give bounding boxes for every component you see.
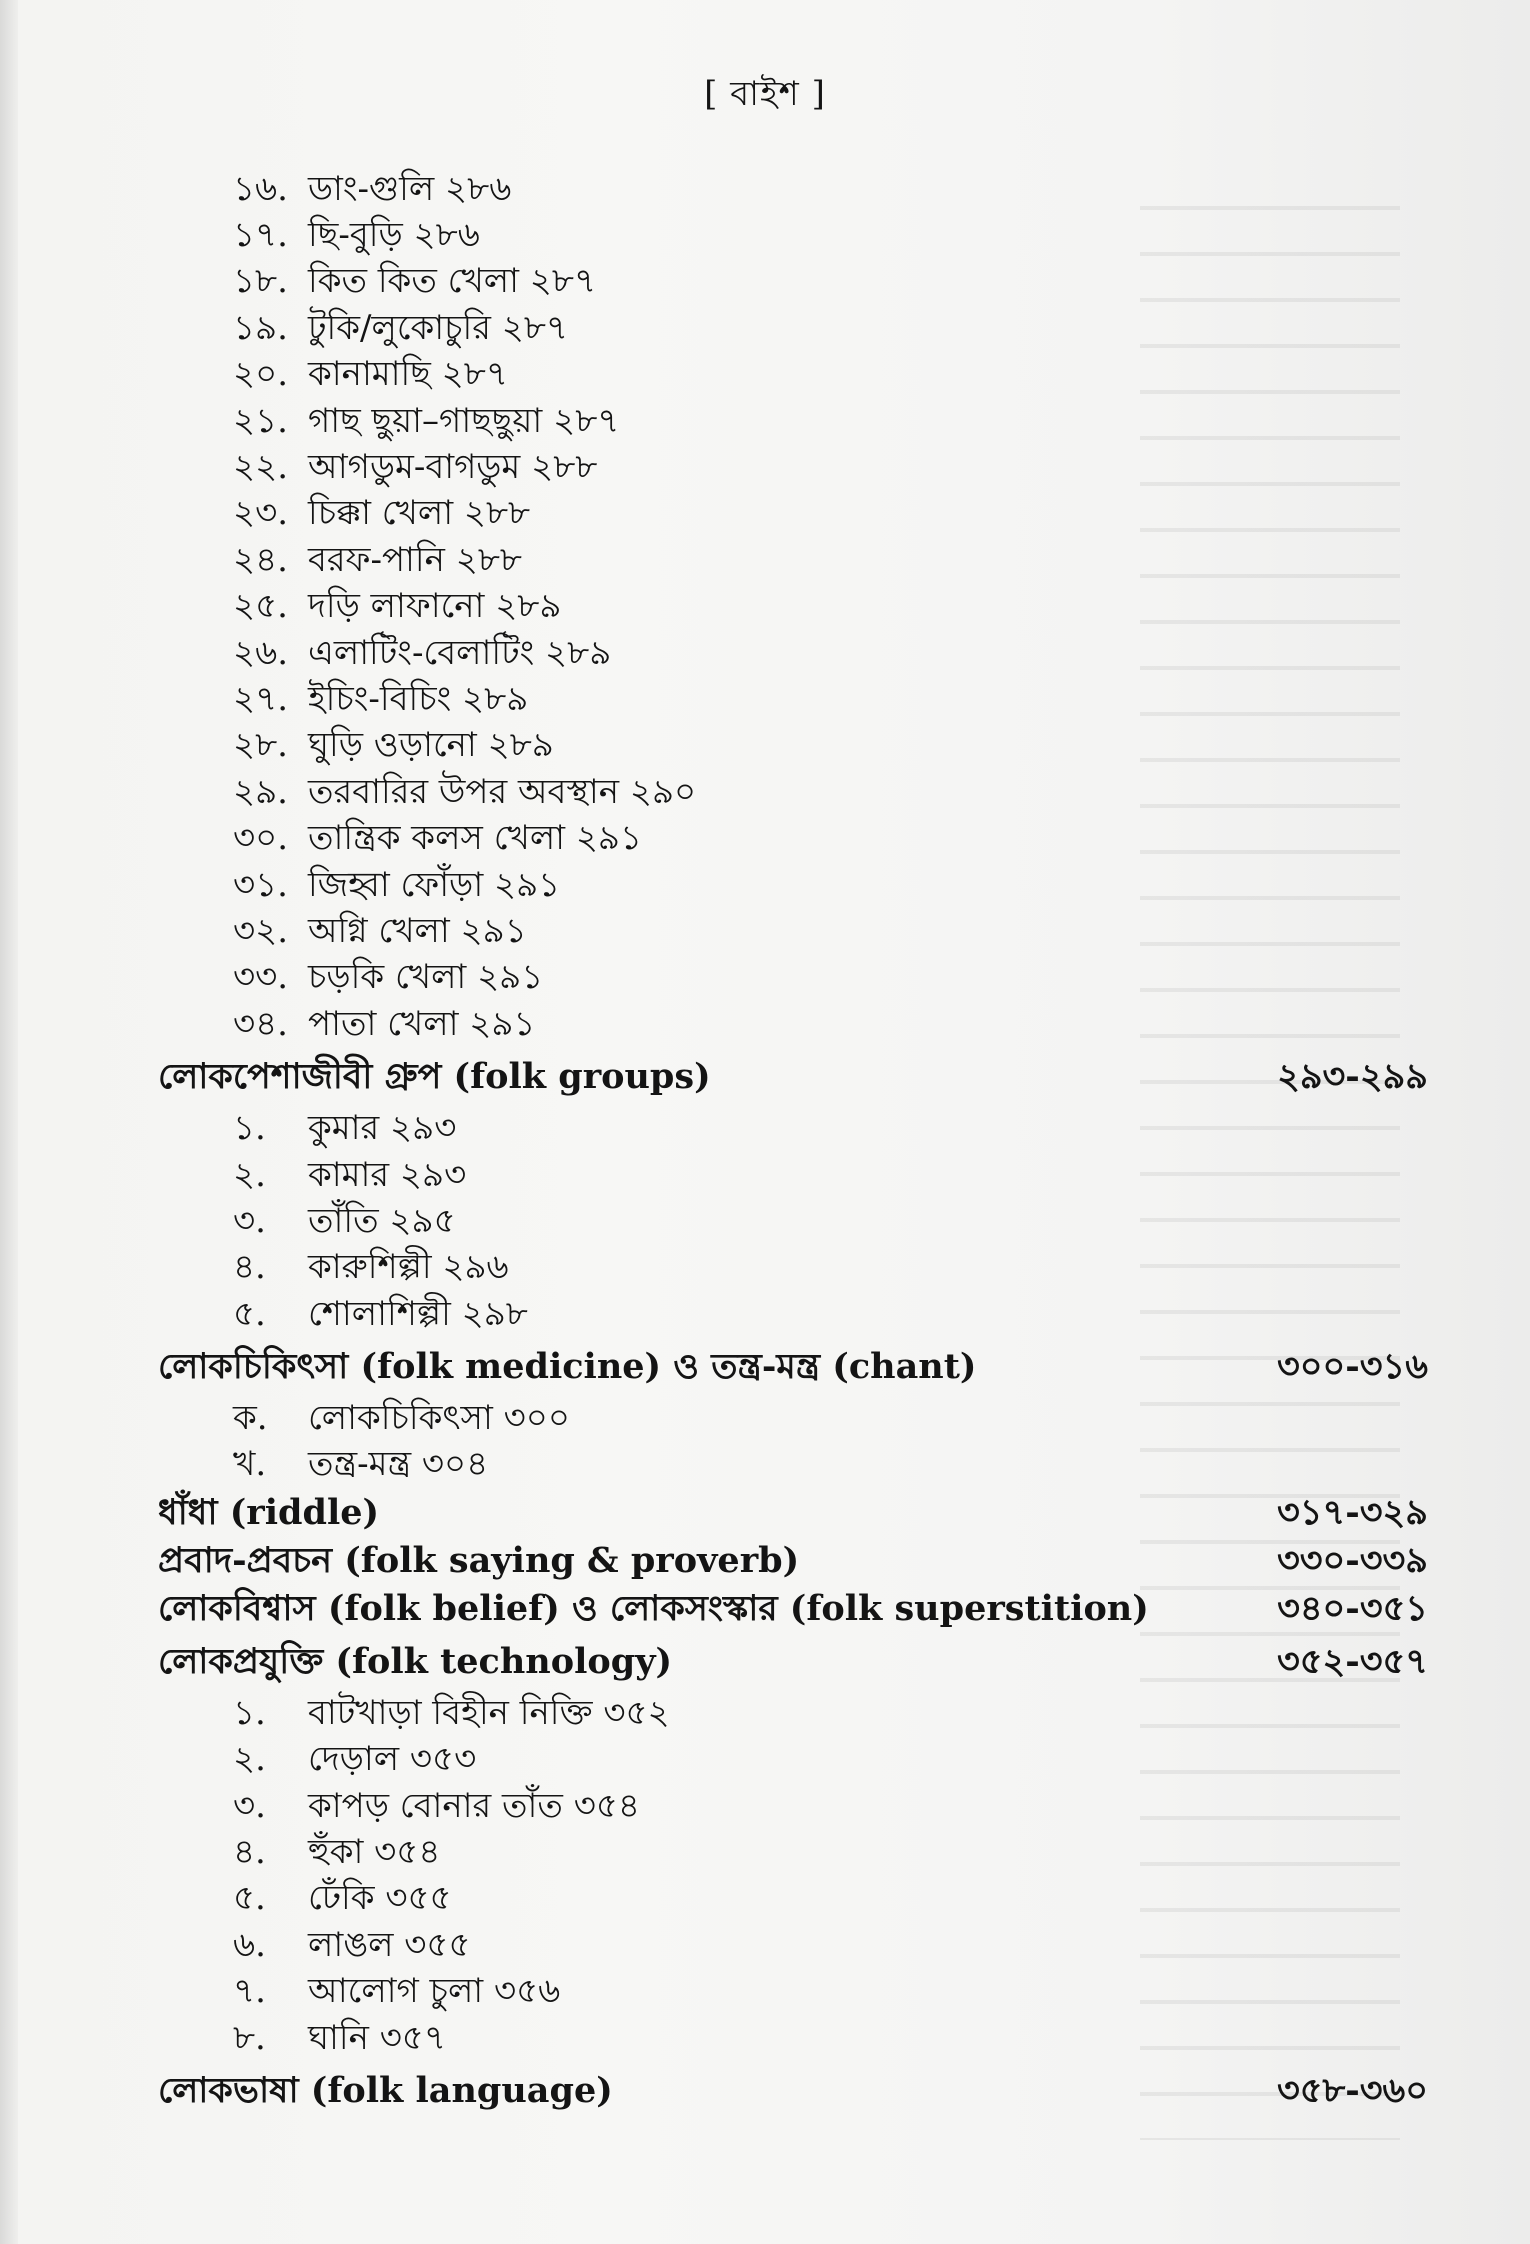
item-text: কুমার ২৯৩ [308,1108,457,1149]
item-text: চিক্কা খেলা ২৮৮ [308,493,531,534]
item-text: তন্ত্র-মন্ত্র ৩০৪ [308,1444,489,1485]
toc-item [158,493,1428,539]
toc-item [158,1003,1428,1049]
item-number: ৩০. [233,818,289,859]
item-text: লাঙল ৩৫৫ [308,1924,471,1965]
toc-item [158,400,1428,446]
item-text: অগ্নি খেলা ২৯১ [308,910,527,951]
toc-section [158,1634,1428,1692]
toc-section [158,1490,1428,1538]
toc-item [158,1924,1428,1970]
toc-item [158,354,1428,400]
toc-item [158,539,1428,585]
toc-item [158,1154,1428,1200]
item-number: ১৯. [233,307,288,348]
item-number: ১৬. [233,168,288,209]
toc-item [158,1785,1428,1831]
item-number: ১৭. [233,215,288,256]
item-number: ১৮. [233,261,288,302]
toc-item [158,586,1428,632]
item-number: ৫. [233,1293,266,1334]
toc-item [158,957,1428,1003]
item-text: কাপড় বোনার তাঁত ৩৫৪ [308,1785,640,1826]
section-title: লোকবিশ্বাস (folk belief) ও লোকসংস্কার (folk superstition) [158,1587,1149,1629]
item-number: ৩১. [233,864,288,905]
item-number: ২৫. [233,586,288,627]
item-text: জিহ্বা ফোঁড়া ২৯১ [308,864,561,905]
toc-item [158,1397,1428,1443]
item-number: ৫. [233,1878,266,1919]
item-number: ক. [233,1398,268,1439]
item-text: দেড়াল ৩৫৩ [308,1739,477,1780]
item-text: কামার ২৯৩ [308,1154,467,1195]
section-title: প্রবাদ-প্রবচন (folk saying & proverb) [158,1539,800,1581]
item-text: ঢেঁকি ৩৫৫ [308,1878,452,1919]
item-number: খ. [233,1444,267,1485]
toc-item [158,910,1428,956]
item-number: ১. [233,1692,266,1733]
item-number: ২৩. [233,493,289,534]
item-number: ৪. [233,1247,266,1288]
section-page-range: ৩০০-৩১৬ [1276,1345,1428,1387]
toc-item [158,1444,1428,1490]
item-text: দড়ি লাফানো ২৮৯ [308,586,562,627]
item-number: ৪. [233,1832,266,1873]
item-number: ২২. [233,447,289,488]
item-text: তাঁতি ২৯৫ [308,1200,456,1241]
item-text: কানামাছি ২৮৭ [308,354,508,395]
page-gutter-shadow [0,0,18,2244]
item-number: ৩২. [233,910,289,951]
section-page-range: ৩৪০-৩৫১ [1277,1587,1428,1629]
item-number: ২১. [233,400,288,441]
toc-item [158,771,1428,817]
toc-item [158,1971,1428,2017]
toc-item [158,1293,1428,1339]
item-text: বাটখাড়া বিহীন নিক্তি ৩৫২ [308,1692,670,1733]
item-number: ২৪. [233,539,288,580]
toc-item [158,1878,1428,1924]
toc-item [158,632,1428,678]
item-text: আগডুম-বাগডুম ২৮৮ [308,447,598,488]
item-text: তরবারির উপর অবস্থান ২৯০ [308,771,697,812]
item-number: ২০. [233,354,289,395]
item-number: ২. [233,1154,266,1195]
page-header: [ বাইশ ] [704,74,826,114]
toc-item [158,1200,1428,1246]
section-title: লোকপেশাজীবী গ্রুপ (folk groups) [158,1055,711,1097]
toc-section [158,1586,1428,1634]
item-text: হুঁকা ৩৫৪ [308,1832,441,1873]
toc-item [158,725,1428,771]
item-text: বরফ-পানি ২৮৮ [308,539,522,580]
toc-item [158,261,1428,307]
item-number: ৩৩. [233,957,289,998]
section-title: লোকভাষা (folk language) [158,2069,613,2111]
toc-item [158,678,1428,724]
item-number: ৩. [233,1785,266,1826]
item-text: ছি-বুড়ি ২৮৬ [308,215,480,256]
item-number: ১. [233,1108,266,1149]
item-number: ২৬. [233,632,289,673]
item-text: গাছ ছুয়া–গাছছুয়া ২৮৭ [308,400,620,441]
section-title: লোকচিকিৎসা (folk medicine) ও তন্ত্র-মন্ত্র (chant) [158,1345,977,1387]
item-text: লোকচিকিৎসা ৩০০ [308,1398,570,1439]
toc-section [158,2063,1428,2121]
item-text: কারুশিল্পী ২৯৬ [308,1247,509,1288]
toc-item [158,1247,1428,1293]
item-text: তান্ত্রিক কলস খেলা ২৯১ [308,818,643,859]
toc-item [158,1831,1428,1877]
item-text: কিত কিত খেলা ২৮৭ [308,261,597,302]
item-number: ৬. [233,1924,266,1965]
section-title: ধাঁধা (riddle) [158,1491,380,1533]
section-page-range: ২৯৩-২৯৯ [1277,1055,1428,1097]
toc-item [158,817,1428,863]
toc-section [158,1049,1428,1107]
item-text: টুকি/লুকোচুরি ২৮৭ [308,307,568,348]
item-number: ২৭. [233,679,289,719]
toc-item [158,1739,1428,1785]
section-page-range: ৩৫৮-৩৬০ [1277,2069,1428,2111]
toc-item [158,168,1428,214]
item-text: ঘানি ৩৫৭ [308,2017,446,2058]
item-text: ঘুড়ি ওড়ানো ২৮৯ [308,725,554,766]
table-of-contents [158,168,1428,2121]
item-text: ইচিং-বিচিং ২৮৯ [308,679,529,719]
toc-item [158,864,1428,910]
item-text: শোলাশিল্পী ২৯৮ [308,1293,528,1334]
item-number: ৩৪. [233,1003,288,1044]
section-page-range: ৩৩০-৩৩৯ [1276,1539,1428,1581]
item-text: পাতা খেলা ২৯১ [308,1003,536,1044]
item-text: এলাটিং-বেলাটিং ২৮৯ [308,632,612,673]
section-page-range: ৩১৭-৩২৯ [1277,1491,1428,1533]
toc-item [158,307,1428,353]
toc-section [158,1538,1428,1586]
section-page-range: ৩৫২-৩৫৭ [1277,1640,1428,1682]
toc-item [158,1107,1428,1153]
item-number: ২৮. [233,725,288,766]
item-text: চড়কি খেলা ২৯১ [308,957,544,998]
item-number: ৩. [233,1200,266,1241]
item-text: আলোগ চুলা ৩৫৬ [308,1971,561,2012]
item-number: ৮. [233,2017,266,2058]
toc-item [158,2017,1428,2063]
item-number: ২৯. [233,771,288,812]
toc-item [158,446,1428,492]
item-number: ৭. [233,1971,266,2012]
toc-item [158,1692,1428,1738]
toc-section [158,1339,1428,1397]
toc-item [158,214,1428,260]
section-title: লোকপ্রযুক্তি (folk technology) [158,1640,673,1682]
item-number: ২. [233,1739,266,1780]
item-text: ডাং-গুলি ২৮৬ [308,168,512,209]
